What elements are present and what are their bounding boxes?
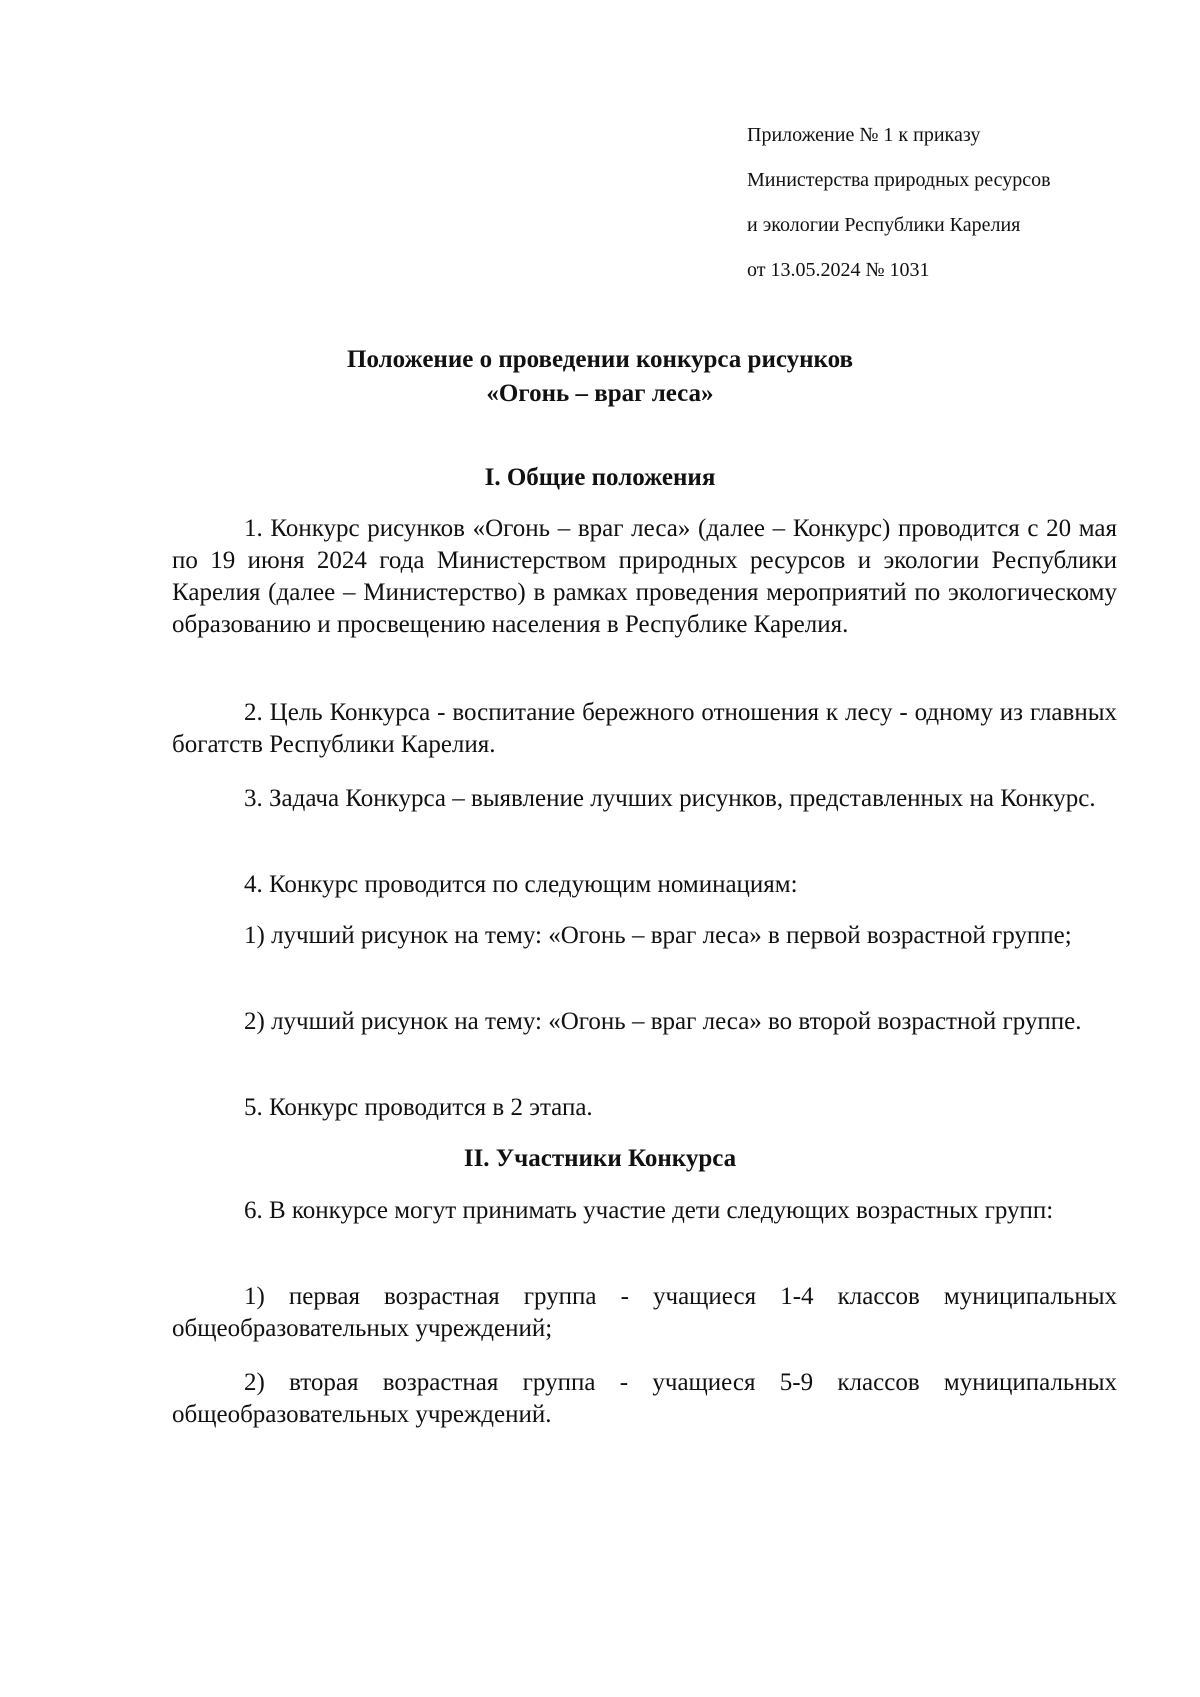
paragraph-3: 3. Задача Конкурса – выявление лучших рисунков, представленных на Конкурс. xyxy=(244,785,1096,812)
document-title-line-1: Положение о проведении конкурса рисунков xyxy=(347,346,853,373)
paragraph-6-item-2: 2) вторая возрастная группа - учащиеся 5-9 классов муниципальных общеобразовательных учреждений. xyxy=(172,1369,1117,1428)
paragraph-4-item-2: 2) лучший рисунок на тему: «Огонь – враг леса» во второй возрастной группе. xyxy=(244,1008,1082,1035)
paragraph-4-item-1: 1) лучший рисунок на тему: «Огонь – враг леса» в первой возрастной группе; xyxy=(244,922,1072,949)
document-title xyxy=(0,343,1200,411)
paragraph-2: 2. Цель Конкурса - воспитание бережного отношения к лесу - одному из главных богатств Республики Карелия. xyxy=(172,699,1117,758)
appendix-line-4: от 13.05.2024 № 1031 xyxy=(747,259,930,281)
section-1-heading: I. Общие положения xyxy=(484,464,716,491)
document-title-line-2: «Огонь – враг леса» xyxy=(486,380,714,407)
appendix-line-3: и экологии Республики Карелия xyxy=(747,214,1021,236)
paragraph-1: 1. Конкурс рисунков «Огонь – враг леса» (далее – Конкурс) проводится с 20 мая по 19 июня 2024 года Министерством природных ресурсов и экологии Республики Карелия (далее – Министерство) в рамках проведения мероприятий по экологическому образованию и просвещению населения в Республике Карелия. xyxy=(172,515,1117,638)
paragraph-4: 4. Конкурс проводится по следующим номинациям: xyxy=(244,871,798,898)
paragraph-6-item-1: 1) первая возрастная группа - учащиеся 1-4 классов муниципальных общеобразовательных учреждений; xyxy=(172,1283,1117,1342)
paragraph-5: 5. Конкурс проводится в 2 этапа. xyxy=(244,1094,593,1121)
section-2-heading: II. Участники Конкурса xyxy=(463,1145,737,1172)
appendix-line-2: Министерства природных ресурсов xyxy=(747,169,1051,191)
paragraph-6: 6. В конкурсе могут принимать участие дети следующих возрастных групп: xyxy=(244,1197,1054,1224)
appendix-reference xyxy=(747,113,1147,293)
appendix-line-1: Приложение № 1 к приказу xyxy=(747,124,981,146)
